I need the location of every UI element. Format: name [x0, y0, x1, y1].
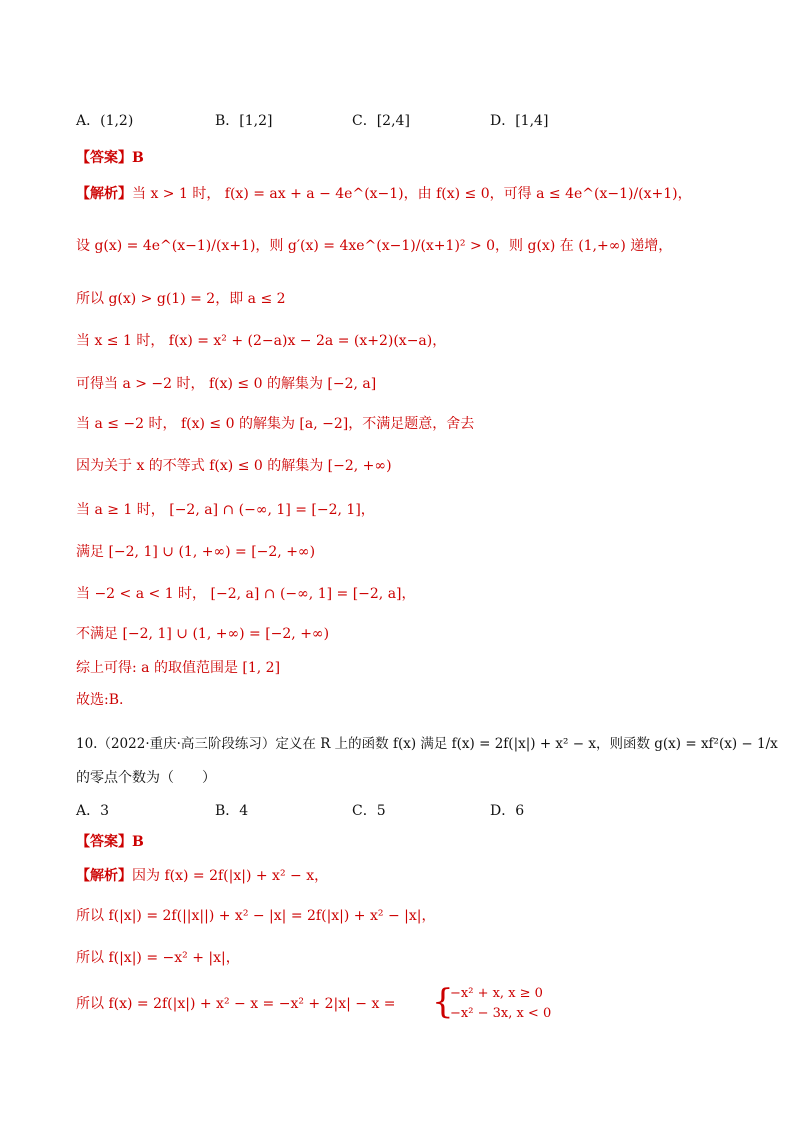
piecewise-brace: {: [432, 982, 454, 1022]
option-c: C．[2,4]: [352, 113, 410, 129]
q9-solution-line4: 当 x ≤ 1 时， f(x) = x² + (2−a)x − 2a = (x+2)(x−a)，: [76, 333, 447, 349]
q9-solution-line1: [76, 184, 692, 204]
q9-solution-line3: 所以 g(x) > g(1) = 2，即 a ≤ 2: [76, 291, 286, 307]
q9-solution-line13: 故选:B.: [76, 692, 124, 708]
q9-answer: 【答案】B: [76, 150, 144, 166]
q9-solution-line9: 满足 [−2, 1] ∪ (1, +∞) = [−2, +∞): [76, 544, 316, 560]
q10-solution-line4: 所以 f(x) = 2f(|x|) + x² − x = −x² + 2|x| − x =: [76, 996, 396, 1012]
solution-tag: 【解析】: [76, 186, 132, 202]
q10-solution-line3: 所以 f(|x|) = −x² + |x|，: [76, 950, 240, 966]
q9-solution-line8: 当 a ≥ 1 时， [−2, a] ∩ (−∞, 1] = [−2, 1]，: [76, 502, 375, 518]
q9-solution-line12: 综上可得: a 的取值范围是 [1, 2]: [76, 660, 281, 676]
q9-solution-line5: 可得当 a > −2 时， f(x) ≤ 0 的解集为 [−2, a]: [76, 376, 377, 392]
q9-solution-line6: 当 a ≤ −2 时， f(x) ≤ 0 的解集为 [a, −2]，不满足题意，舍去: [76, 416, 475, 432]
option-b: B．[1,2]: [215, 113, 273, 129]
q10-option-b: B．4: [215, 803, 249, 819]
solution-tag: 【解析】: [76, 868, 132, 884]
q10-option-a: A．3: [76, 803, 110, 819]
option-a: A．(1,2): [76, 113, 134, 129]
option-d: D．[1,4]: [490, 113, 549, 129]
q9-solution-line7: 因为关于 x 的不等式 f(x) ≤ 0 的解集为 [−2, +∞): [76, 458, 392, 474]
solution-text: 因为 f(x) = 2f(|x|) + x² − x，: [132, 868, 329, 884]
q9-solution-line11: 不满足 [−2, 1] ∪ (1, +∞) = [−2, +∞): [76, 626, 330, 642]
piecewise-case1: −x² + x, x ≥ 0: [450, 986, 543, 1001]
q9-solution-line2: 设 g(x) = 4e^(x−1)/(x+1)，则 g′(x) = 4xe^(x−1)/(x+1)² > 0，则 g(x) 在 (1,+∞) 递增，: [76, 238, 673, 254]
piecewise-case2: −x² − 3x, x < 0: [450, 1006, 552, 1021]
q10-option-d: D．6: [490, 803, 525, 819]
q10-option-c: C．5: [352, 803, 386, 819]
q10-stem-line1: 10.（2022·重庆·高三阶段练习）定义在 R 上的函数 f(x) 满足 f(x) = 2f(|x|) + x² − x，则函数 g(x) = xf²(x) − 1/x: [76, 736, 778, 752]
solution-text: 当 x > 1 时， f(x) = ax + a − 4e^(x−1)，由 f(x) ≤ 0，可得 a ≤ 4e^(x−1)/(x+1)，: [132, 186, 692, 202]
q10-solution-line1: [76, 866, 328, 886]
q10-solution-line2: 所以 f(|x|) = 2f(||x||) + x² − |x| = 2f(|x|) + x² − |x|，: [76, 908, 436, 924]
q10-answer: 【答案】B: [76, 834, 144, 850]
q10-stem-line2: 的零点个数为（ ）: [76, 770, 216, 786]
q9-solution-line10: 当 −2 < a < 1 时， [−2, a] ∩ (−∞, 1] = [−2, a]，: [76, 586, 416, 602]
